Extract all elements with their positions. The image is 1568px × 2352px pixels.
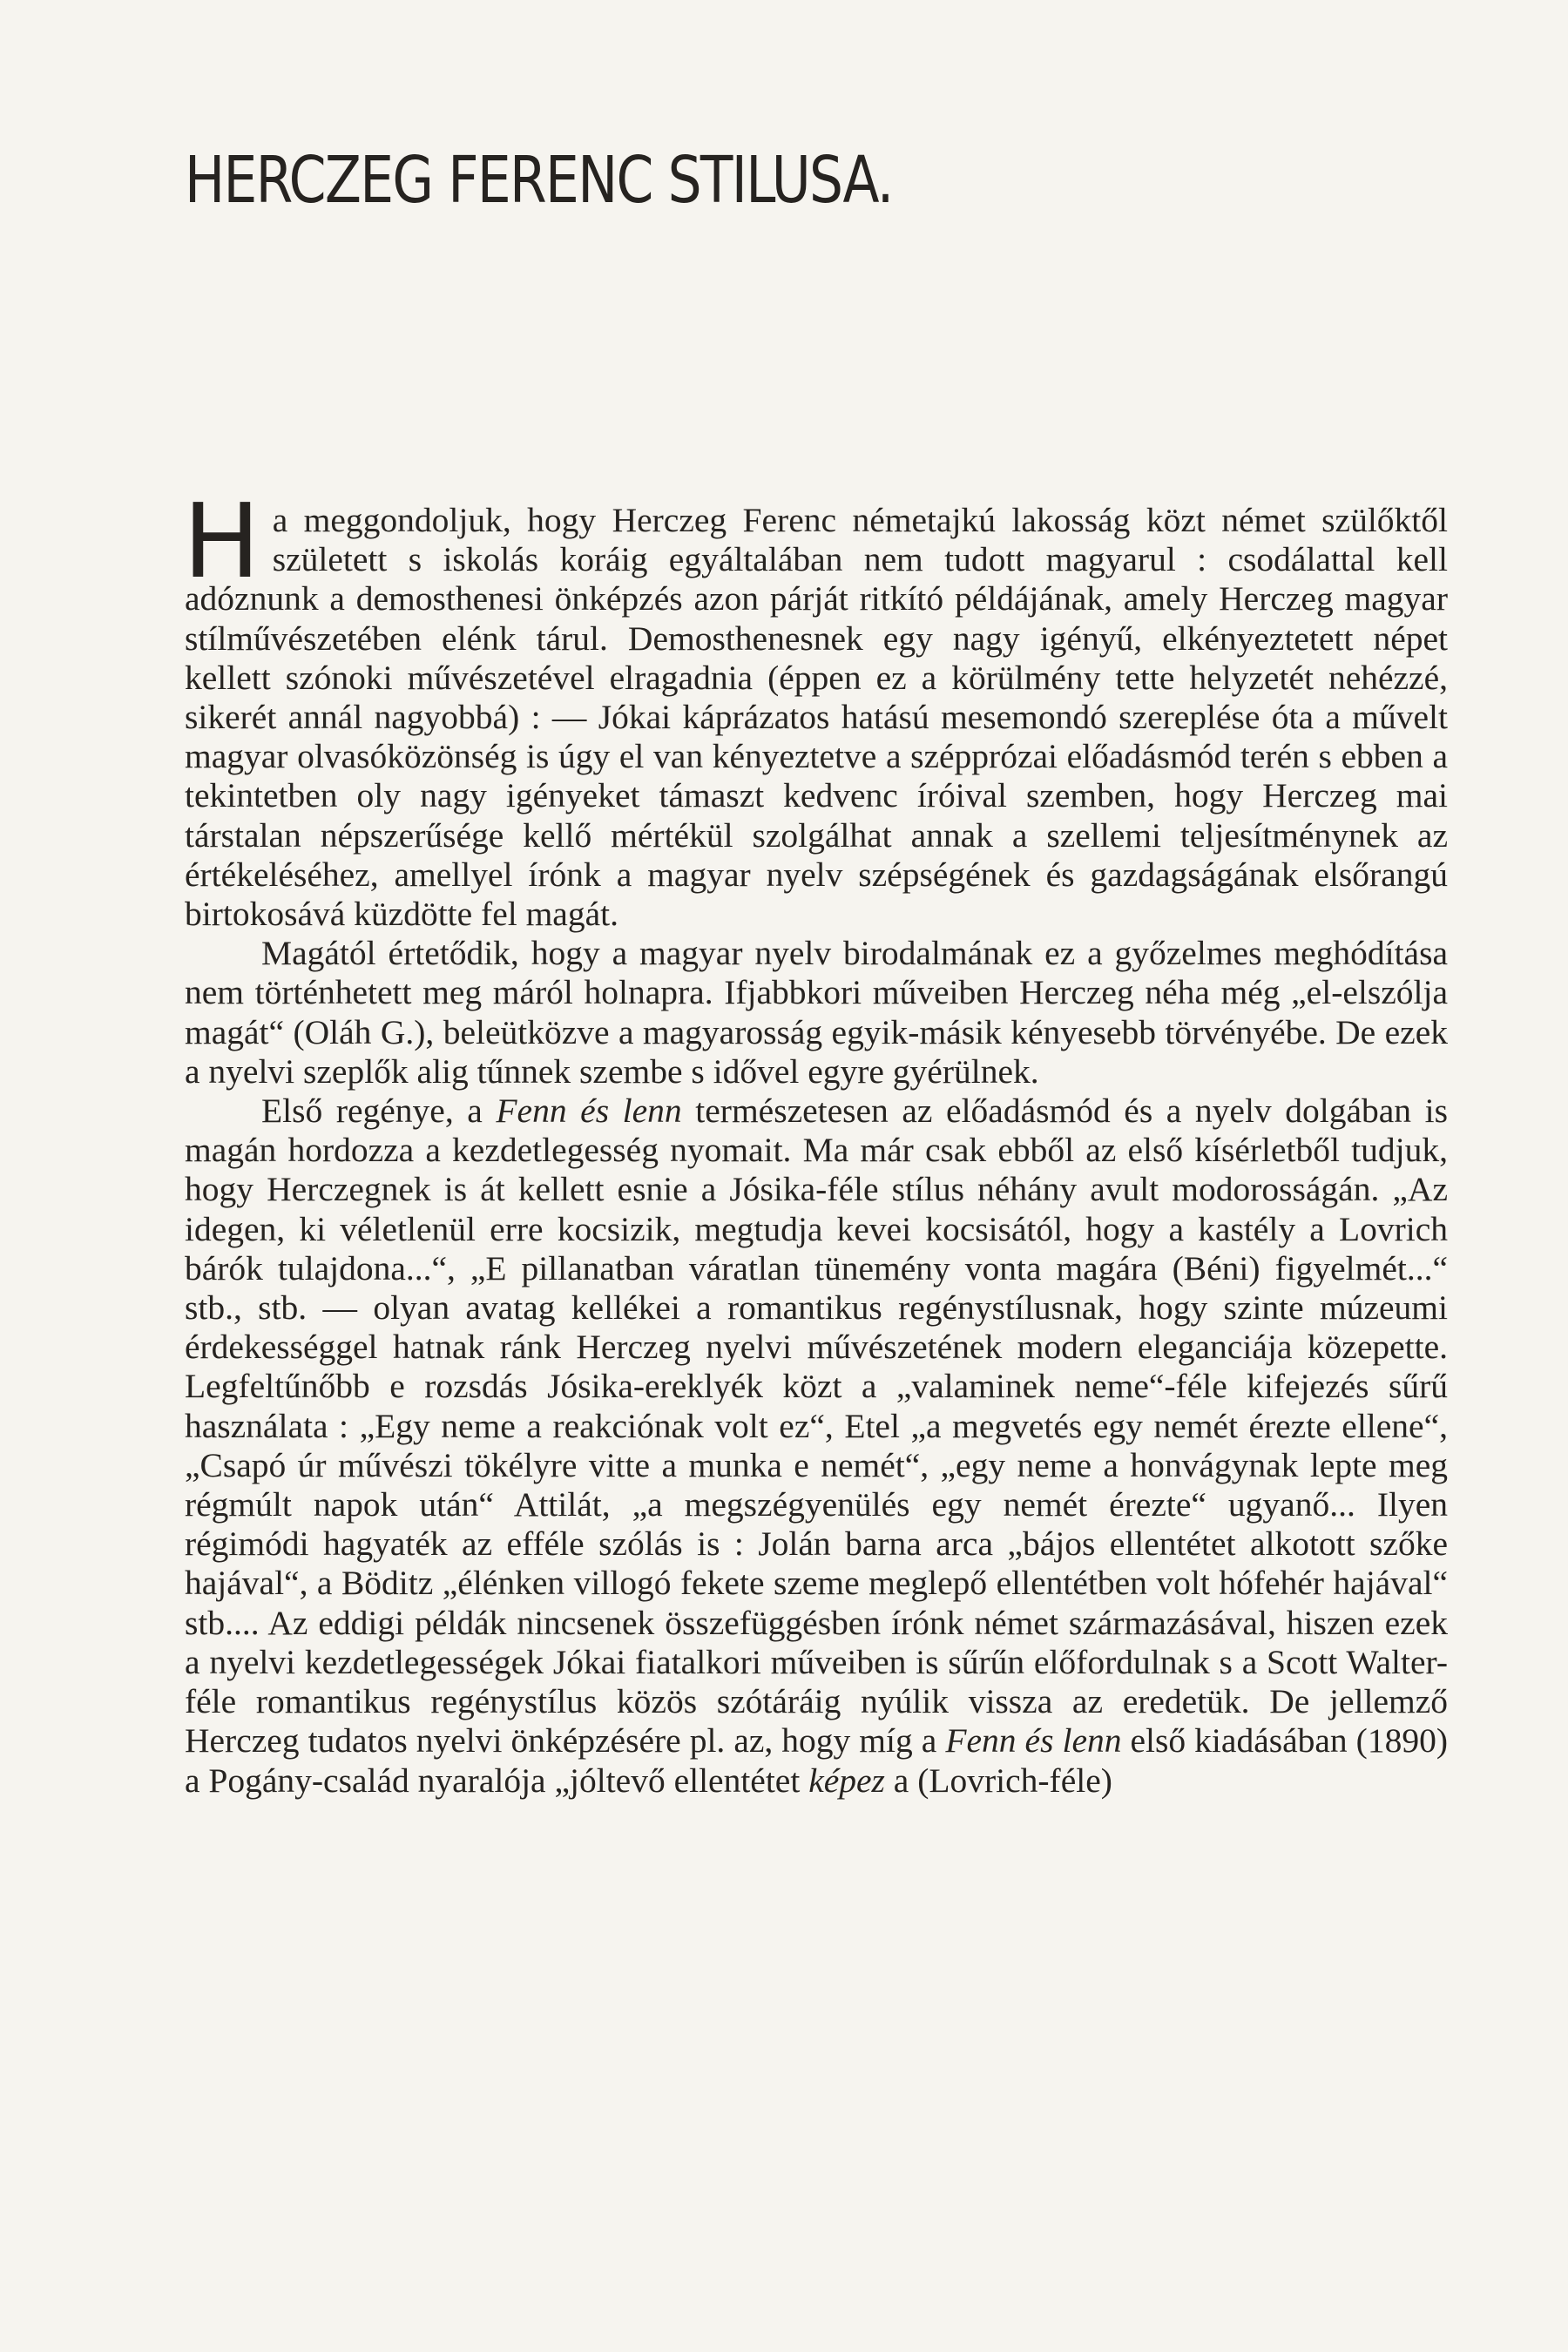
book-title-fenn-es-lenn-2: Fenn és lenn bbox=[945, 1721, 1122, 1761]
paragraph-3 bbox=[185, 1092, 1448, 1801]
paragraph-2: Magától értetődik, hogy a magyar nyelv birodalmának ez a győzelmes meghódítása nem történhetett meg máról holnapra. Ifjabbkori műveiben Herczeg néha még „el-elszólja magát“ (Oláh G.), beleütközve a magyarosság egyik-másik kényesebb törvényébe. De ezek a nyelvi szeplők alig tűnnek szembe s idővel egyre gyérülnek. bbox=[185, 934, 1448, 1091]
paragraph-3-text-c: első kiadásában (1890) a Pogány-család nyaralója „jóltevő ellentétet bbox=[185, 1721, 1448, 1800]
drop-cap: H bbox=[183, 481, 260, 601]
paragraph-3-text-b: természetesen az előadásmód és a nyelv dolgában is magán hordozza a kezdetlegesség nyomait. Ma már csak ebből az első kísérletből tudjuk, hogy Herczegnek is át kellett esnie a Jósika-féle stílus néhány avult modorosságán. „Az idegen, ki véletlenül erre kocsizik, megtudja kevei kocsisától, hogy a kastély a Lovrich bárók tulajdona...“, „E pillanatban váratlan tünemény vonta magára (Béni) figyelmét...“ stb., stb. — olyan avatag kellékei a romantikus regénystílusnak, hogy szinte múzeumi érdekességgel hatnak ránk Herczeg nyelvi művészetének modern eleganciája közepette. Legfeltűnőbb e rozsdás Jósika-ereklyék közt a „valaminek neme“-féle kifejezés sűrű használata : „Egy neme a reakciónak volt ez“, Etel „a megvetés egy nemét érezte ellene“, „Csapó úr művészi tökélyre vitte a munka e nemét“, „egy neme a honvágynak lepte meg régmúlt napok után“ Attilát, „a megszégyenülés egy nemét érezte“ ugyanő... Ilyen régimódi hagyaték az efféle szólás is : Jolán barna arca „bájos ellentétet alkotott szőke hajával“, a Böditz „élénken villogó fekete szeme meglepő ellentétben volt hófehér hajával“ stb.... Az eddigi példák nincsenek összefüggésben írónk német származásával, hiszen ezek a nyelvi kezdetlegességek Jókai fiatalkori műveiben is sűrűn előfordulnak s a Scott Walter-féle romantikus regénystílus közös szótáráig nyúlik vissza az eredetük. De jellemző Herczeg tudatos nyelvi önképzésére pl. az, hogy míg a bbox=[185, 1092, 1448, 1761]
italic-word-kepez: képez bbox=[808, 1761, 885, 1800]
page-title: HERCZEG FERENC STILUSA. bbox=[185, 143, 893, 218]
book-title-fenn-es-lenn: Fenn és lenn bbox=[496, 1092, 682, 1131]
paragraph-1-text: a meggondoljuk, hogy Herczeg Ferenc németajkú lakosság közt német szülőktől született s iskolás koráig egyáltalában nem tudott magyarul : csodálattal kell adóznunk a demosthenesi önképzés azon párját ritkító példájának, amely Herczeg magyar stílművészetében elénk tárul. Demosthenesnek egy nagy igényű, elkényeztetett népet kellett szónoki művészetével elragadnia (éppen ez a körülmény tette helyzetét nehézzé, sikerét annál nagyobbá) : — Jókai káprázatos hatású mesemondó szereplése óta a művelt magyar olvasóközönség is úgy el van kényeztetve a szépprózai előadásmód terén s ebben a tekintetben oly nagy igényeket támaszt kedvenc íróival szemben, hogy Herczeg mai társtalan népszerűsége kellő mértékül szolgálhat annak a szellemi teljesítménynek az értékeléséhez, amellyel írónk a magyar nyelv szépségének és gazdagságának elsőrangú birtokosává küzdötte fel magát. bbox=[185, 501, 1448, 934]
article-body bbox=[183, 481, 1448, 1801]
paragraph-3-text-d: a (Lovrich-féle) bbox=[884, 1761, 1112, 1800]
paragraph-1 bbox=[183, 481, 1448, 934]
paragraph-3-text-a: Első regénye, a bbox=[261, 1092, 497, 1131]
